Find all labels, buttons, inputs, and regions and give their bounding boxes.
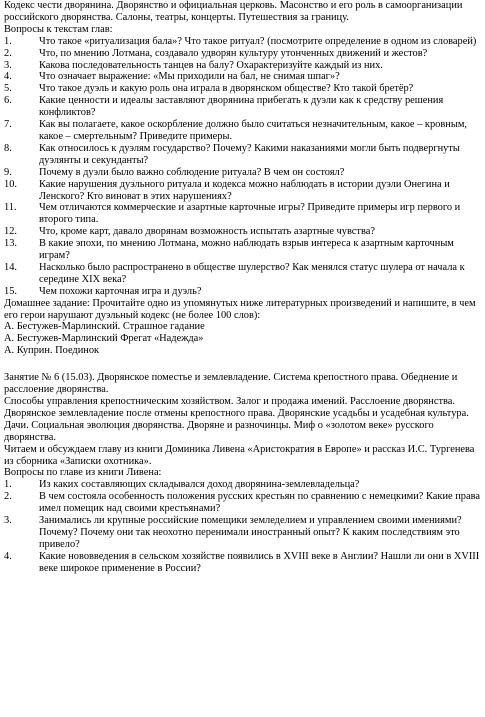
list-item [4, 48, 481, 60]
list-item [4, 143, 481, 167]
item-text: Какие нововведения в сельском хозяйстве появились в XVIII веке в Англии? Нашли ли они в XVIII веке широкое применение в России? [39, 550, 480, 574]
work-item: А. Бестужев-Марлинский Фрегат «Надежда» [4, 333, 204, 345]
list-item [4, 71, 481, 83]
item-number: 6. [4, 95, 12, 107]
intro-paragraph: Кодекс чести дворянина. Дворянство и официальная церковь. Масонство и его роль в самоорганизации российского дворянства. Салоны, театры, концерты. Путешествия за границу. [4, 0, 463, 23]
item-text: Какие ценности и идеалы заставляют дворянина прибегать к дуэли как к средству решения конфликтов? [39, 95, 444, 119]
lieven-questions-list [4, 479, 481, 574]
list-item [4, 479, 481, 491]
work-item: А. Куприн. Поединок [4, 345, 100, 357]
item-number: 12. [4, 226, 17, 238]
item-number: 8. [4, 142, 12, 154]
item-text: Чем похожи карточная игра и дуэль? [39, 285, 202, 297]
item-number: 4. [4, 550, 12, 562]
item-number: 14. [4, 261, 17, 273]
list-item [4, 515, 481, 551]
questions-heading: Вопросы к текстам глав: [4, 23, 113, 35]
item-number: 4. [4, 71, 12, 83]
list-item [4, 36, 481, 48]
list-item [4, 491, 481, 515]
item-number: 3. [4, 515, 12, 527]
item-number: 5. [4, 83, 12, 95]
item-number: 1. [4, 479, 12, 491]
list-item [4, 119, 481, 143]
item-text: Из каких составляющих складывался доход дворянина-землевладельца? [39, 479, 360, 491]
item-text: Занимались ли крупные российские помещики земледелием и управлением своими имениями? Почему? Почему они так неохотно перенимали иностранный опыт? К каким последствиям это привело? [39, 515, 462, 550]
list-item [4, 83, 481, 95]
item-number: 11. [4, 202, 17, 214]
questions-list [4, 36, 481, 298]
item-text: В чем состояла особенность положения русских крестьян по сравнению с немецкими? Какие права имел помещик над своими крестьянами? [39, 491, 480, 515]
list-item [4, 238, 481, 262]
lesson6-body: Способы управления крепостническим хозяйством. Залог и продажа имений. Расслоение дворянства. Дворянское землевладение после отмены крепостного права. Дворянские усадьбы и усадебная культура. Дачи. Социальная эволюция дворянства. Дворяне и разночинцы. Миф о «золотом веке» русского дворянства. [4, 396, 469, 443]
item-number: 2. [4, 47, 12, 59]
item-text: В какие эпохи, по мнению Лотмана, можно наблюдать взрыв интереса к азартным карточным играм? [39, 238, 454, 262]
item-text: Как относилось к дуэлям государство? Почему? Какими наказаниями могли быть подвергнуты дуэлянты и секунданты? [39, 142, 460, 166]
item-text: Что такое «ритуализация бала»? Что такое ритуал? (посмотрите определение в одном из словарей) [39, 35, 477, 47]
item-number: 13. [4, 238, 17, 250]
item-text: Чем отличаются коммерческие и азартные карточные игры? Приведите примеры игр первого и второго типа. [39, 202, 461, 226]
list-item [4, 167, 481, 179]
item-number: 2. [4, 491, 12, 503]
homework-paragraph: Домашнее задание: Прочитайте одно из упомянутых ниже литературных произведений и напишите, в чем его герои нарушают дуэльный кодекс (не более 100 слов): [4, 297, 476, 321]
list-item [4, 286, 481, 298]
list-item [4, 202, 481, 226]
lieven-heading: Вопросы по главе из книги Ливена: [4, 467, 162, 479]
item-number: 10. [4, 178, 17, 190]
item-text: Как вы полагаете, какое оскорбление должно было считаться незначительным, какое – кровным, какое – смертельным? Приведите примеры. [39, 119, 467, 142]
section-spacer [4, 357, 481, 372]
list-item [4, 95, 481, 119]
lesson6-reading: Читаем и обсуждаем главу из книги Доминика Ливена «Аристократия в Европе» и рассказ И.С. Тургенева из сборника «Записки охотника». [4, 443, 475, 467]
item-text: Что, кроме карт, давало дворянам возможность испытать азартные чувства? [39, 226, 375, 238]
item-text: Какие нарушения дуэльного ритуала и кодекса можно наблюдать в истории дуэли Онегина и Ленского? Кто виноват в этих нарушениях? [39, 178, 450, 202]
item-number: 1. [4, 35, 12, 47]
item-number: 15. [4, 285, 17, 297]
item-text: Какова последовательность танцев на балу? Охарактеризуйте каждый из них. [39, 59, 383, 71]
list-item [4, 262, 481, 286]
item-text: Что, по мнению Лотмана, создавало удворян культуру утонченных движений и жестов? [39, 47, 428, 59]
lesson6-title: Занятие № 6 (15.03). Дворянское поместье и землевладение. Система крепостного права. Обеднение и расслоение дворянства. [4, 372, 458, 396]
item-number: 9. [4, 166, 12, 178]
item-number: 3. [4, 59, 12, 71]
item-text: Насколько было распространено в обществе шулерство? Как менялся статус шулера от начала к середине XIX века? [39, 261, 465, 285]
list-item [4, 226, 481, 238]
item-text: Что такое дуэль и какую роль она играла в дворянском обществе? Кто такой бретёр? [39, 83, 414, 95]
item-text: Что означает выражение: «Мы приходили на бал, не снимая шпаг»? [39, 71, 340, 83]
item-number: 7. [4, 119, 12, 131]
list-item [4, 551, 481, 575]
list-item [4, 179, 481, 203]
work-item: А. Бестужев-Марлинский. Страшное гадание [4, 321, 205, 333]
item-text: Почему в дуэли было важно соблюдение ритуала? В чем он состоял? [39, 166, 345, 178]
list-item [4, 60, 481, 72]
